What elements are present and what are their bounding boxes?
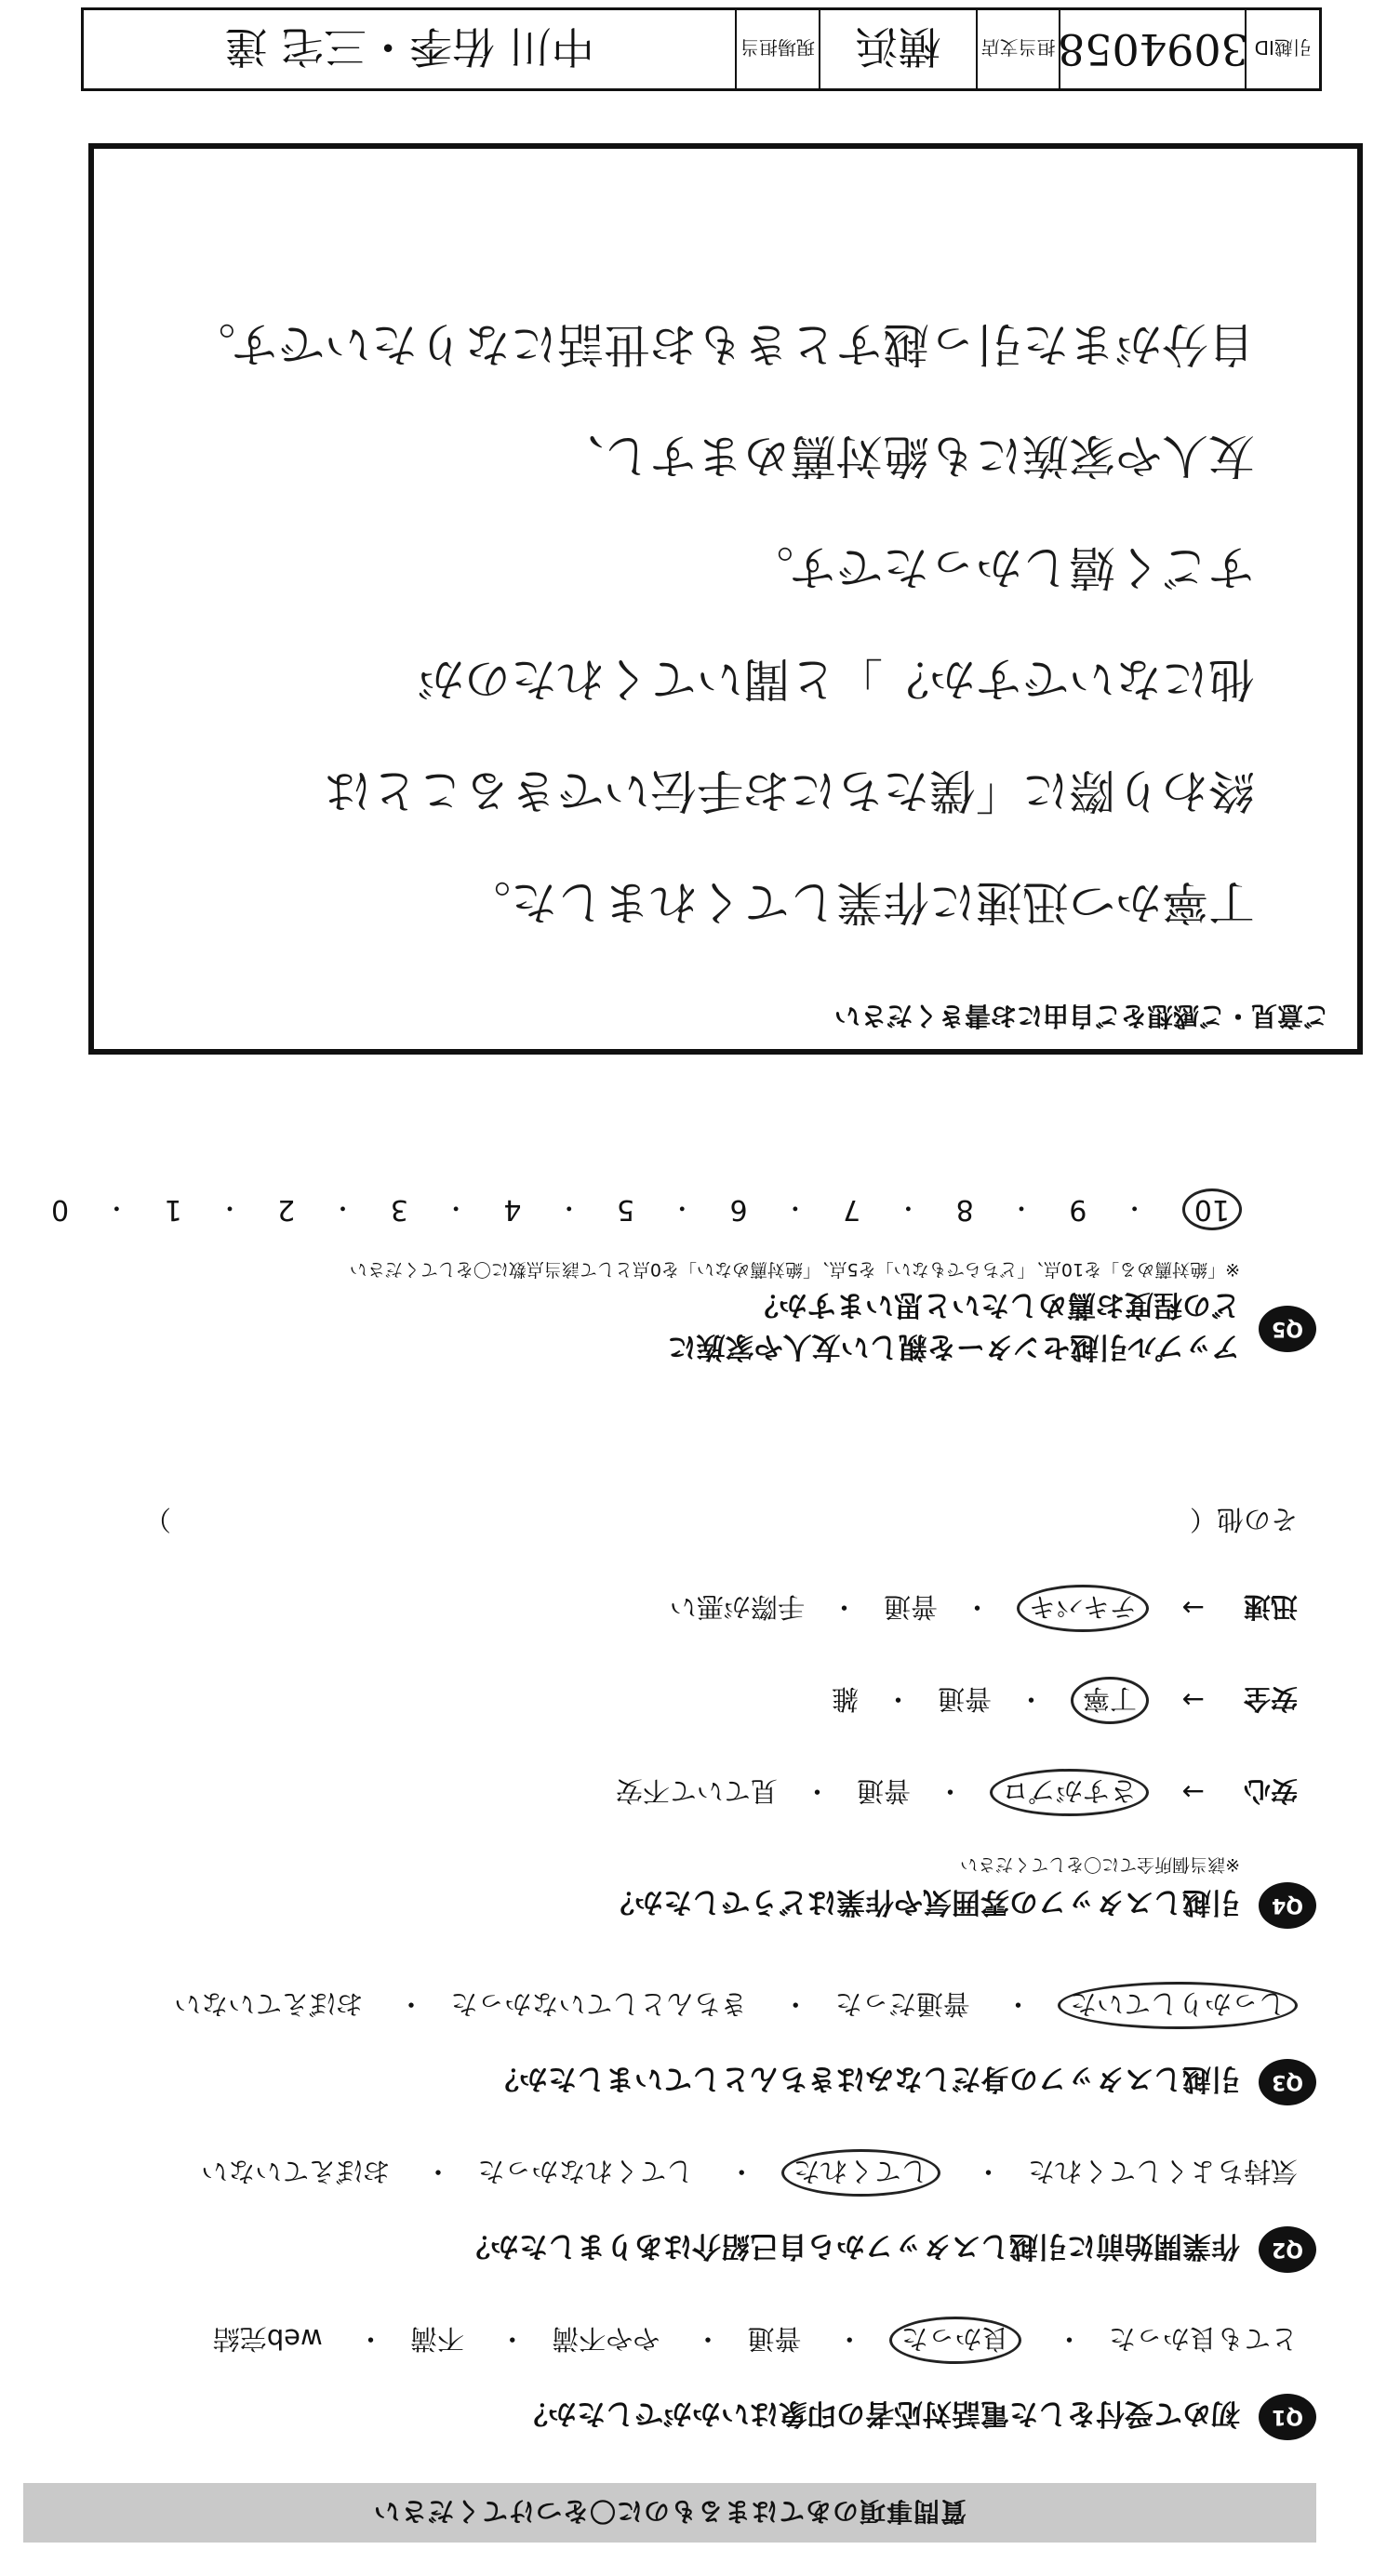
q5-score-1[interactable]: 1	[164, 1193, 182, 1226]
handwritten-comment	[94, 288, 1357, 986]
leader-label-cell	[735, 10, 819, 88]
comment-line-1: 丁寧かつ迅速に作業してくれました。	[464, 875, 1255, 929]
q4-row-anzen: 安全 → 丁寧 ・ 普通 ・ 雑	[23, 1677, 1298, 1724]
arrow-icon: →	[1181, 1776, 1205, 1809]
q4-row-3-label: 迅速	[1243, 1591, 1298, 1623]
q4-note: ※該当個所全てに〇をしてください	[960, 1854, 1240, 1875]
q4-row-3-option-2[interactable]: 普通	[883, 1591, 938, 1623]
id-label: 引越ID	[1254, 36, 1312, 60]
question-3	[23, 1982, 1316, 2105]
q1-option-4[interactable]: やや不満	[552, 2323, 660, 2355]
branch-label: 担当支店	[980, 36, 1056, 60]
q3-option-3[interactable]: きちんとしていなかった	[450, 1988, 748, 2020]
q1-option-3[interactable]: 普通	[747, 2323, 802, 2355]
id-label-cell	[1245, 10, 1319, 88]
q4-badge: Q4	[1259, 1882, 1316, 1929]
q2-option-2-circled[interactable]: してくれた	[781, 2149, 940, 2197]
comment-line-6: 自分がまた引っ越すときもお世話になりたいです。	[189, 317, 1255, 371]
comment-box[interactable]	[88, 143, 1363, 1055]
question-1	[23, 2317, 1316, 2440]
q4-other-label[interactable]: その他（	[1189, 1504, 1298, 1535]
q1-option-6[interactable]: web完結	[212, 2323, 323, 2355]
q3-text: 引越しスタッフの身だしなみはきちんとしていましたか？	[490, 2062, 1240, 2096]
q4-row-1-option-3[interactable]: 見ていて不安	[615, 1775, 778, 1807]
leader-value: 中川 佑季・三宅 達	[224, 21, 594, 72]
q4-row-3-option-3[interactable]: 手際が悪い	[669, 1591, 805, 1623]
question-5	[23, 1188, 1316, 1371]
q5-score-5[interactable]: 5	[616, 1193, 635, 1226]
q5-score-10-circled[interactable]: 10	[1182, 1188, 1242, 1230]
branch-value: 横浜	[855, 21, 941, 72]
q4-row-1-option-1-circled[interactable]: さすがプロ	[990, 1769, 1149, 1816]
question-2	[23, 2149, 1316, 2273]
q1-text: 初めて受付をした電話対応者の印象はいかがでしたか？	[519, 2397, 1240, 2431]
comment-line-2: 終わり際に「僕たちにお手伝いできることは	[325, 764, 1255, 817]
q3-option-2[interactable]: 普通だった	[834, 1988, 970, 2020]
info-table	[81, 7, 1322, 91]
q4-row-2-option-3[interactable]: 雑	[831, 1683, 859, 1715]
id-value: 3094058	[1057, 24, 1248, 74]
instruction-banner: 質問事項のあてはまるものに〇をつけてください	[23, 2483, 1316, 2543]
q4-row-jinsoku: 迅速 → テキパキ ・ 普通 ・ 手際が悪い	[23, 1585, 1298, 1632]
q1-option-2-circled[interactable]: 良かった	[889, 2317, 1021, 2364]
q2-option-1[interactable]: 気持ちよくしてくれた	[1027, 2156, 1298, 2187]
q5-score-4[interactable]: 4	[503, 1193, 522, 1226]
q4-text: 引越しスタッフの雰囲気や作業はどうでしたか？	[606, 1885, 1240, 1919]
q5-text-line1: アップル引越センターを親しい友人や家族に	[667, 1330, 1240, 1363]
q1-badge: Q1	[1259, 2394, 1316, 2440]
q5-scale: 10 ・ 9 ・ 8 ・ 7 ・ 6 ・ 5 ・ 4 ・ 3 ・ 2 ・ 1 ・ 0	[51, 1188, 1242, 1230]
id-value-cell	[1057, 10, 1248, 88]
branch-label-cell	[976, 10, 1060, 88]
q4-other-close: ）	[144, 1504, 172, 1535]
q3-option-4[interactable]: おぼえていない	[174, 1988, 364, 2020]
q4-row-3-option-1-circled[interactable]: テキパキ	[1017, 1585, 1149, 1632]
q5-note: ※「絶対薦める」を10点、「どちらでもない」を5点、「絶対薦めない」を0点として該当点数に〇をしてください	[349, 1259, 1240, 1280]
q5-score-0[interactable]: 0	[51, 1193, 70, 1226]
q5-score-8[interactable]: 8	[955, 1193, 974, 1226]
q4-row-1-option-2[interactable]: 普通	[856, 1775, 911, 1807]
q5-score-6[interactable]: 6	[729, 1193, 748, 1226]
q5-badge: Q5	[1259, 1306, 1316, 1352]
q4-row-anshin: 安心 → さすがプロ ・ 普通 ・ 見ていて不安	[23, 1769, 1298, 1816]
arrow-icon: →	[1181, 1684, 1205, 1717]
q4-row-2-label: 安全	[1243, 1683, 1298, 1715]
comment-line-4: すごく嬉しかったです。	[747, 540, 1255, 594]
branch-value-cell	[819, 10, 976, 88]
arrow-icon: →	[1181, 1592, 1205, 1625]
q4-row-2-option-1-circled[interactable]: 丁寧	[1071, 1677, 1149, 1724]
q2-badge: Q2	[1259, 2226, 1316, 2273]
q5-score-9[interactable]: 9	[1069, 1193, 1087, 1226]
q2-options: 気持ちよくしてくれた・ してくれた・ してくれなかった・ おぼえていない	[23, 2149, 1298, 2197]
q4-row-1-label: 安心	[1243, 1775, 1298, 1807]
q3-badge: Q3	[1259, 2059, 1316, 2105]
q5-score-2[interactable]: 2	[277, 1193, 296, 1226]
comment-line-3: 他にないですか？」と聞いてくれたのが	[418, 652, 1255, 706]
q3-options: しっかりしていた・ 普通だった・ きちんとしていなかった・ おぼえていない	[23, 1982, 1298, 2029]
q3-option-1-circled[interactable]: しっかりしていた	[1058, 1982, 1298, 2029]
comment-line-5: 友人や家族にも絶対薦めますし、	[557, 429, 1255, 483]
q5-score-7[interactable]: 7	[843, 1193, 861, 1226]
q1-option-5[interactable]: 不満	[409, 2323, 464, 2355]
q2-text: 作業開始前に引越しスタッフから自己紹介はありましたか？	[461, 2229, 1240, 2264]
q4-row-other	[144, 1502, 1298, 1540]
leader-value-cell	[84, 10, 735, 88]
q2-option-4[interactable]: おぼえていない	[201, 2156, 391, 2187]
q1-options: とても良かった・ 良かった・ 普通・ やや不満・ 不満・ web完結	[23, 2317, 1298, 2364]
q2-option-3[interactable]: してくれなかった	[477, 2156, 694, 2187]
q5-score-3[interactable]: 3	[390, 1193, 408, 1226]
comment-heading: ご意見・ご感想をご自由にお書きください	[833, 1001, 1329, 1031]
q4-row-2-option-2[interactable]: 普通	[937, 1683, 992, 1715]
leader-label: 現場担当	[740, 36, 816, 60]
q1-option-1[interactable]: とても良かった	[1108, 2323, 1298, 2355]
question-4	[23, 1457, 1316, 1929]
q5-text-line2: どの程度お薦めしたいと思いますか？	[750, 1288, 1240, 1321]
